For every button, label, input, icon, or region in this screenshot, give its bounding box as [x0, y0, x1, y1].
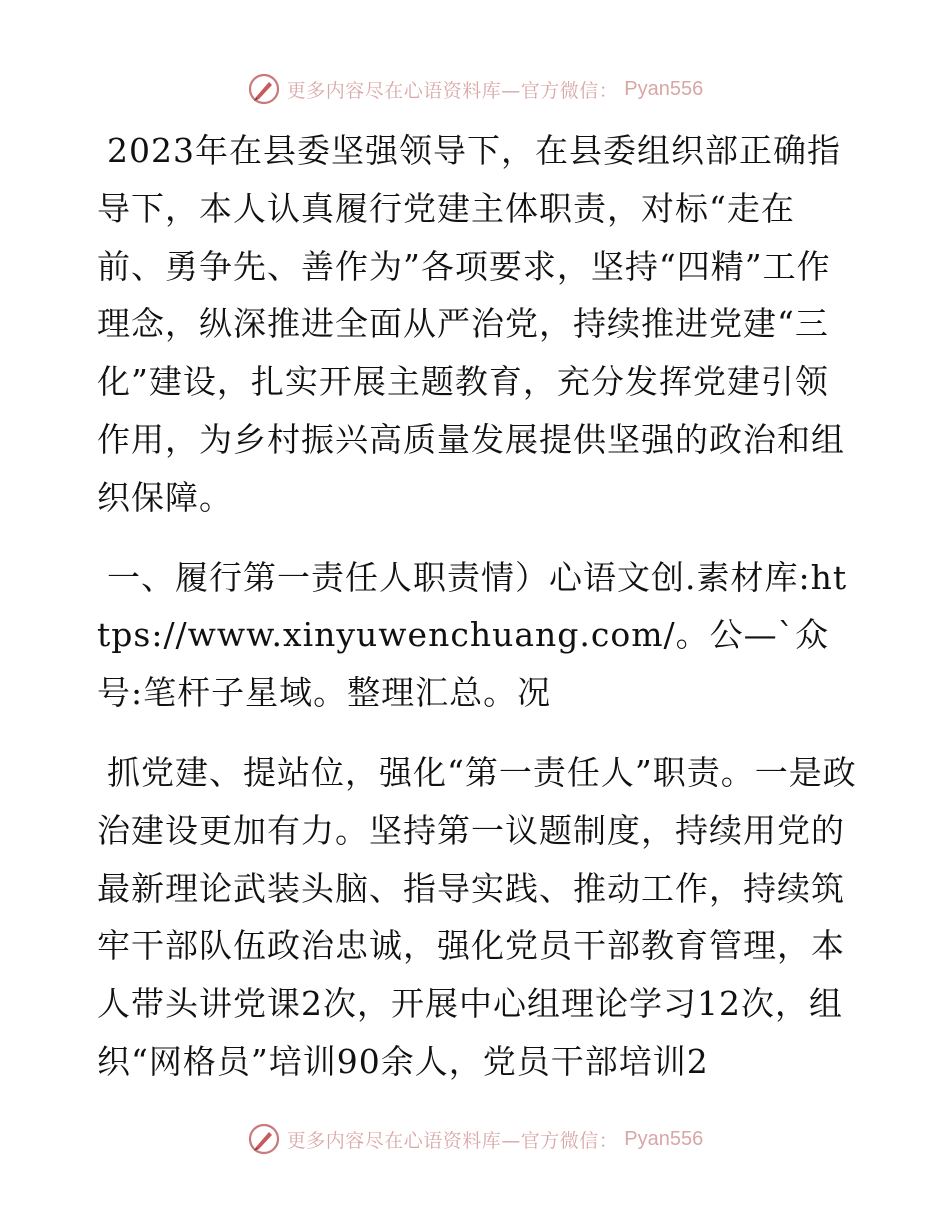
- pen-logo-icon: [247, 72, 281, 106]
- section-heading: 一、履行第一责任人职责情）心语文创.素材库:https://www.xinyuwenchuang.com/。公—`众号:笔杆子星域。整理汇总。况: [97, 557, 848, 713]
- header-watermark: [0, 72, 950, 106]
- watermark-text: 更多内容尽在心语资料库—官方微信：: [286, 1129, 619, 1152]
- body-paragraph-2: 抓党建、提站位，强化“第一责任人”职责。一是政治建设更加有力。坚持第一议题制度，持续用党的最新理论武装头脑、指导实践、推动工作，持续筑牢干部队伍政治忠诚，强化党员干部教育管理，本人带头讲党课2次，开展中心组理论学习12次，组织“网格员”培训90余人，党员干部培训2: [97, 752, 857, 1081]
- document-body: [97, 122, 857, 1091]
- watermark-wechat-id: Pyan556: [624, 77, 704, 100]
- watermark-text: 更多内容尽在心语资料库—官方微信：: [286, 79, 619, 102]
- pen-logo-icon: [247, 1122, 281, 1156]
- body-paragraph-1: 2023年在县委坚强领导下，在县委组织部正确指导下，本人认真履行党建主体职责，对标“走在前、勇争先、善作为”各项要求，坚持“四精”工作理念，纵深推进全面从严治党，持续推进党建“三化”建设，扎实开展主题教育，充分发挥党建引领作用，为乡村振兴高质量发展提供坚强的政治和组织保障。: [97, 131, 845, 517]
- watermark-wechat-id: Pyan556: [624, 1127, 704, 1150]
- footer-watermark: [0, 1122, 950, 1156]
